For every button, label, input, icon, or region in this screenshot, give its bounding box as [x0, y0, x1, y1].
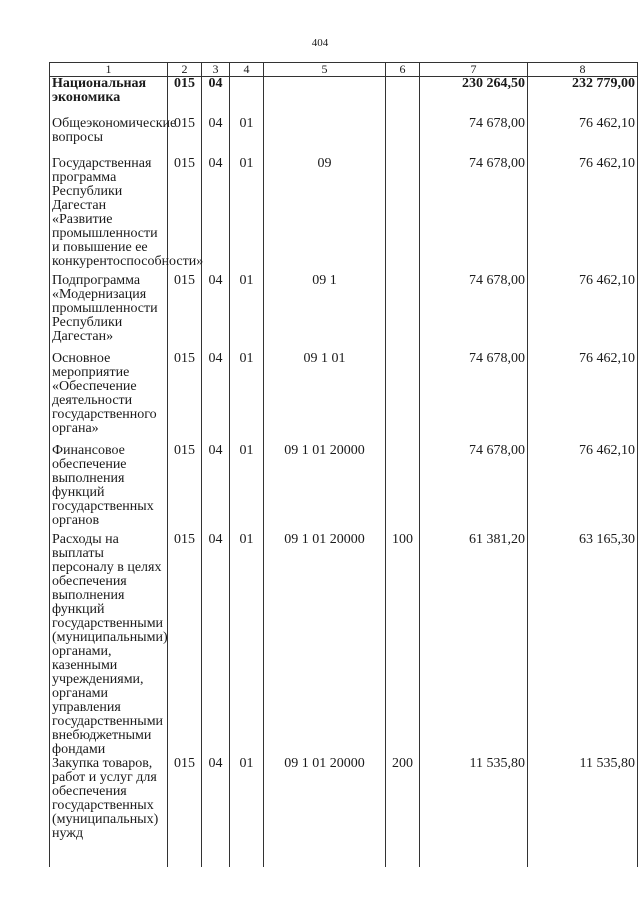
section-code: 04 [202, 274, 230, 352]
table-row [50, 157, 638, 274]
amount-year-2: 76 462,10 [528, 274, 638, 352]
section-code: 04 [202, 117, 230, 157]
header-row [50, 63, 638, 77]
amount-year-2: 63 165,30 [528, 533, 638, 757]
column-header: 3 [202, 63, 230, 77]
amount-year-1: 230 264,50 [420, 77, 528, 117]
amount-year-1: 11 535,80 [420, 757, 528, 867]
expense-type-code [386, 117, 420, 157]
admin-code: 015 [168, 352, 202, 444]
amount-year-1: 74 678,00 [420, 352, 528, 444]
table-row [50, 117, 638, 157]
subsection-code: 01 [230, 352, 264, 444]
admin-code: 015 [168, 444, 202, 533]
target-article-code: 09 1 01 [264, 352, 386, 444]
amount-year-1: 74 678,00 [420, 117, 528, 157]
section-code: 04 [202, 757, 230, 867]
amount-year-1: 74 678,00 [420, 274, 528, 352]
admin-code: 015 [168, 533, 202, 757]
subsection-code: 01 [230, 533, 264, 757]
column-header: 7 [420, 63, 528, 77]
subsection-code: 01 [230, 157, 264, 274]
amount-year-1: 61 381,20 [420, 533, 528, 757]
column-header: 4 [230, 63, 264, 77]
expense-type-code: 100 [386, 533, 420, 757]
admin-code: 015 [168, 274, 202, 352]
target-article-code: 09 1 01 20000 [264, 757, 386, 867]
table-row [50, 757, 638, 867]
amount-year-2: 76 462,10 [528, 444, 638, 533]
amount-year-2: 11 535,80 [528, 757, 638, 867]
section-code: 04 [202, 157, 230, 274]
item-name: Финансовое обеспечение выполнения функций государственных органов [50, 444, 168, 533]
table-row [50, 533, 638, 757]
budget-table [49, 62, 638, 867]
column-header: 1 [50, 63, 168, 77]
section-code: 04 [202, 77, 230, 117]
item-name: Национальная экономика [50, 77, 168, 117]
amount-year-1: 74 678,00 [420, 157, 528, 274]
target-article-code: 09 [264, 157, 386, 274]
target-article-code: 09 1 01 20000 [264, 533, 386, 757]
expense-type-code [386, 157, 420, 274]
column-header: 2 [168, 63, 202, 77]
subsection-code [230, 77, 264, 117]
item-name: Основное мероприятие «Обеспечение деятельности государственного органа» [50, 352, 168, 444]
amount-year-2: 232 779,00 [528, 77, 638, 117]
admin-code: 015 [168, 757, 202, 867]
expense-type-code: 200 [386, 757, 420, 867]
amount-year-2: 76 462,10 [528, 352, 638, 444]
amount-year-2: 76 462,10 [528, 117, 638, 157]
section-code: 04 [202, 352, 230, 444]
target-article-code [264, 117, 386, 157]
subsection-code: 01 [230, 444, 264, 533]
amount-year-2: 76 462,10 [528, 157, 638, 274]
item-name: Государственная программа Республики Дагестан «Развитие промышленности и повышение ее конкурентоспособности» [50, 157, 168, 274]
amount-year-1: 74 678,00 [420, 444, 528, 533]
item-name: Закупка товаров, работ и услуг для обеспечения государственных (муниципальных) нужд [50, 757, 168, 867]
item-name: Расходы на выплаты персоналу в целях обеспечения выполнения функций государственными (муниципальными) органами, казенными учреждениями, органами управления государственными внебюджетными фондами [50, 533, 168, 757]
expense-type-code [386, 352, 420, 444]
section-code: 04 [202, 444, 230, 533]
item-name: Подпрограмма «Модернизация промышленности Республики Дагестан» [50, 274, 168, 352]
expense-type-code [386, 274, 420, 352]
admin-code: 015 [168, 117, 202, 157]
table-row [50, 77, 638, 117]
expense-type-code [386, 444, 420, 533]
table-row [50, 352, 638, 444]
target-article-code: 09 1 01 20000 [264, 444, 386, 533]
page-number: 404 [311, 37, 329, 49]
table-row [50, 274, 638, 352]
item-name: Общеэкономические вопросы [50, 117, 168, 157]
subsection-code: 01 [230, 117, 264, 157]
section-code: 04 [202, 533, 230, 757]
table-row [50, 444, 638, 533]
target-article-code: 09 1 [264, 274, 386, 352]
admin-code: 015 [168, 157, 202, 274]
admin-code: 015 [168, 77, 202, 117]
column-header: 5 [264, 63, 386, 77]
column-header: 6 [386, 63, 420, 77]
target-article-code [264, 77, 386, 117]
subsection-code: 01 [230, 757, 264, 867]
subsection-code: 01 [230, 274, 264, 352]
column-header: 8 [528, 63, 638, 77]
expense-type-code [386, 77, 420, 117]
